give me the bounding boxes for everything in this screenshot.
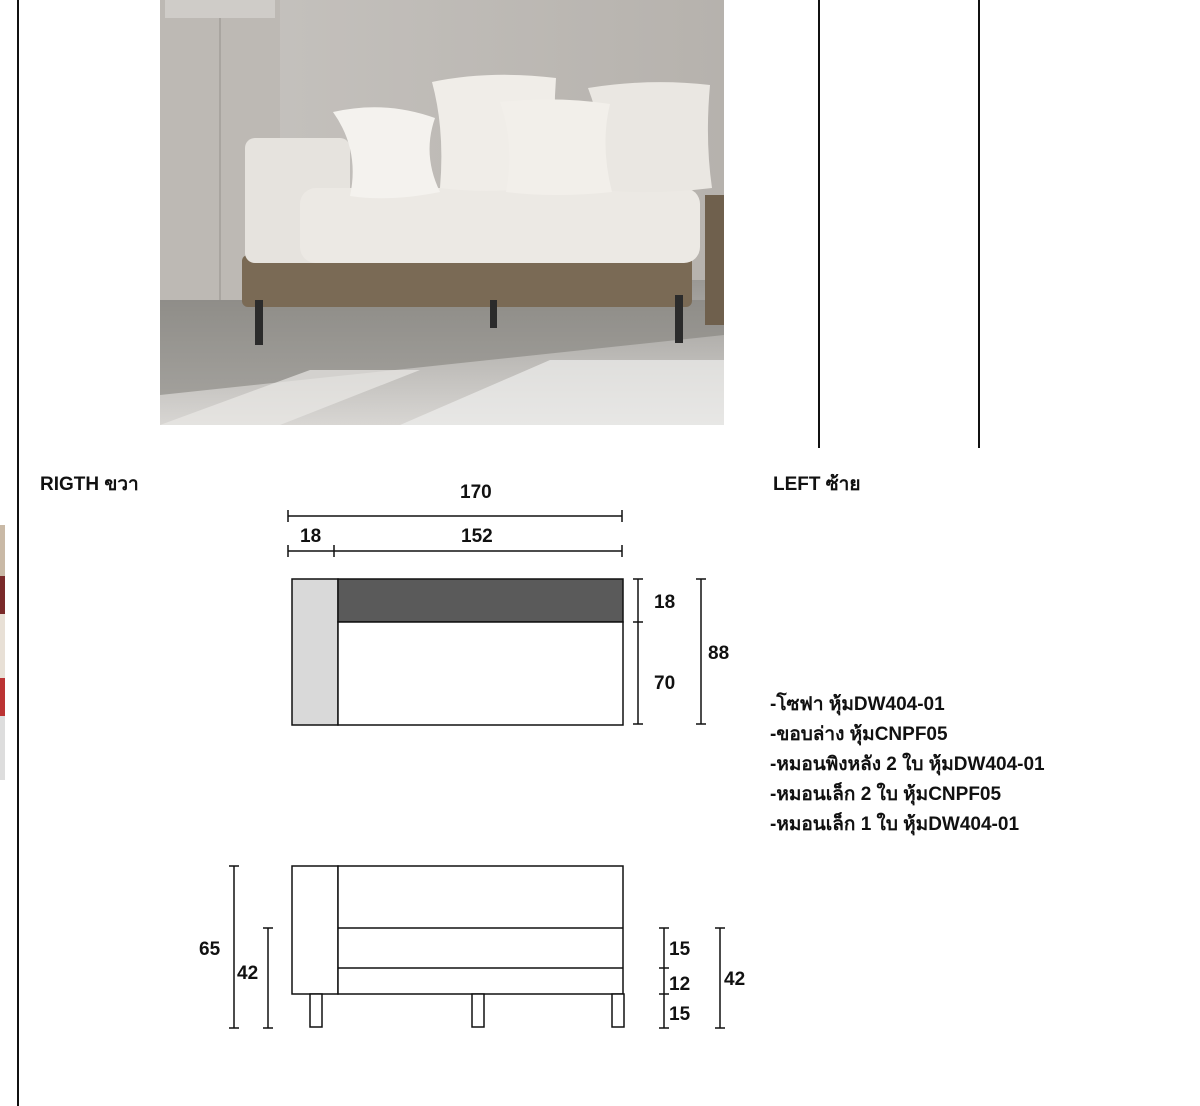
front-view-leg (310, 994, 322, 1027)
spec-item: -หมอนเล็ก 1 ใบ หุ้มDW404-01 (770, 814, 1020, 835)
front-view-leg (472, 994, 484, 1027)
leg-height-label: 15 (669, 1004, 691, 1025)
seat-depth-label: 70 (654, 673, 676, 694)
seat-height-label: 42 (724, 969, 746, 990)
cushion-height-label: 15 (669, 939, 691, 960)
top-view-arm (292, 579, 338, 725)
front-view-leg (612, 994, 624, 1027)
spec-item: -หมอนเล็ก 2 ใบ หุ้มCNPF05 (770, 784, 1002, 805)
base-height-label: 12 (669, 974, 691, 995)
material-spec-list (770, 690, 1045, 840)
left-side-label: LEFT ซ้าย (773, 474, 861, 495)
arm-width-label: 18 (300, 526, 322, 547)
spec-item: -โซฟา หุ้มDW404-01 (770, 694, 945, 715)
front-view-arm (292, 866, 338, 994)
overall-depth-label: 88 (708, 643, 730, 664)
spec-item: -ขอบล่าง หุ้มCNPF05 (770, 724, 948, 745)
top-view-seat (338, 622, 623, 725)
top-view-back (338, 579, 623, 622)
seat-width-label: 152 (461, 526, 493, 547)
front-view-body (338, 866, 623, 994)
overall-height-label: 65 (199, 939, 221, 960)
overall-width-label: 170 (460, 482, 492, 503)
back-depth-label: 18 (654, 592, 676, 613)
arm-height-label: 42 (237, 963, 259, 984)
right-side-label: RIGTH ขวา (40, 474, 139, 495)
spec-item: -หมอนพิงหลัง 2 ใบ หุ้มDW404-01 (770, 754, 1045, 775)
